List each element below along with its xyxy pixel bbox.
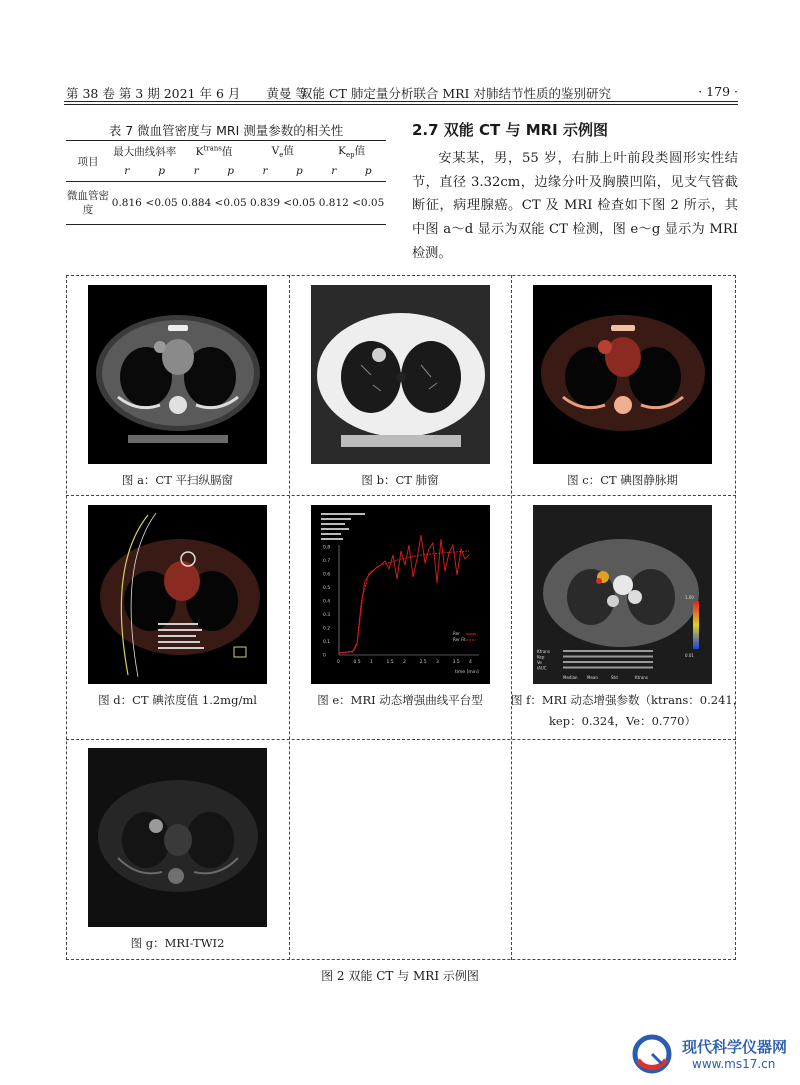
- cell-value: <0.05: [213, 182, 249, 225]
- sub-header-r: r: [124, 165, 130, 177]
- cell-value: 0.816: [110, 182, 144, 225]
- sub-header-p: p: [227, 165, 234, 177]
- header-authors: 黄曼 等: [266, 86, 308, 101]
- param-row-label: Ktrans: [537, 649, 550, 654]
- ct-scan-a: [88, 285, 267, 464]
- y-tick-label: 0.2: [323, 626, 331, 632]
- ct-lung-window-image: [311, 285, 490, 464]
- mri-t2wi-image: [88, 748, 267, 927]
- row-label-microvessel: 微血管密度: [66, 182, 110, 225]
- scale-min-label: 0.01: [685, 653, 694, 658]
- y-tick-label: 0: [323, 653, 326, 659]
- cell-value: 0.839: [248, 182, 281, 225]
- param-footer-label: Std: [611, 675, 618, 680]
- legend-entry: Rer Fit: [453, 637, 466, 642]
- x-tick-label: 2.5: [419, 660, 427, 665]
- running-header-left: [66, 84, 308, 102]
- caption-panel-e: 图 e：MRI 动态增强曲线平台型: [317, 693, 483, 707]
- mri-enhancement-params-image: [533, 505, 712, 684]
- grid-divider: [66, 739, 736, 740]
- fit-curve: [339, 551, 469, 653]
- param-footer-label: Ktrans: [635, 675, 648, 680]
- grid-divider: [511, 275, 512, 960]
- mri-scan-g: [88, 748, 267, 927]
- param-row-values: [563, 650, 653, 652]
- figure-caption: 图 2 双能 CT 与 MRI 示例图: [321, 969, 479, 983]
- journal-volume-issue: 第 38 卷 第 3 期 2021 年 6 月: [66, 86, 241, 101]
- x-tick-label: 1.5: [386, 660, 394, 665]
- header-rule-thin: [64, 104, 738, 105]
- mri-param-map: [533, 505, 712, 684]
- legend-entry: Rer: [453, 631, 460, 636]
- x-tick-label: 0: [337, 660, 340, 665]
- section-body: 安某某，男，55 岁，右肺上叶前段类圆形实性结节，直径 3.32cm，边缘分叶及胸膜凹陷，见支气管截断征，病理腺癌。CT 及 MRI 检查如下图 2 所示，其中图 a～d 显示为双能 CT 检测，图 e～g 显示为 MRI 检测。: [412, 151, 738, 261]
- header-article-title: 双能 CT 肺定量分析联合 MRI 对肺结节性质的鉴别研究: [300, 86, 611, 101]
- enhancement-curve-plot: [311, 505, 490, 684]
- ct-mediastinal-window-image: [88, 285, 267, 464]
- plot-info-text: [321, 513, 365, 540]
- y-tick-label: 0.7: [323, 559, 331, 564]
- col-group-kep: $K_{ep}$值: [317, 141, 386, 162]
- site-url: www.ms17.cn: [692, 1057, 776, 1071]
- y-tick-label: 0.4: [323, 599, 331, 605]
- caption-panel-f-line2: kep：0.324，Ve：0.770）: [548, 714, 697, 728]
- y-tick-labels: [323, 545, 330, 659]
- param-row-values: [563, 656, 653, 658]
- sub-header-p: p: [364, 165, 372, 177]
- header-rule: [64, 101, 738, 102]
- cell-value: <0.05: [144, 182, 180, 225]
- site-logo-icon: [632, 1034, 672, 1074]
- sub-header-p: p: [296, 165, 303, 177]
- table-row-header: 项目: [66, 141, 110, 182]
- param-footer-label: Mean: [587, 675, 598, 680]
- y-tick-label: 0.3: [323, 613, 331, 618]
- cell-value: 0.812: [317, 182, 350, 225]
- ct-iodine-map-image: [533, 285, 712, 464]
- cell-value: 0.884: [180, 182, 213, 225]
- param-footer-label: Median: [563, 675, 578, 680]
- x-tick-label: 2: [403, 660, 406, 665]
- ct-scan-b: [311, 285, 490, 464]
- x-tick-label: 4: [469, 660, 472, 665]
- ct-scan-d: [88, 505, 267, 684]
- x-tick-label: 3.5: [452, 660, 460, 665]
- col-group-ve: $V_e$值: [248, 141, 317, 162]
- correlation-table: [66, 140, 386, 225]
- curve-series: [339, 535, 469, 653]
- grid-divider: [66, 495, 736, 496]
- table-caption: 表 7 微血管密度与 MRI 测量参数的相关性: [108, 123, 344, 138]
- y-tick-label: 0.1: [323, 640, 331, 645]
- sub-header-r: r: [331, 165, 337, 177]
- param-row-values: [563, 661, 653, 663]
- caption-panel-d: 图 d：CT 碘浓度值 1.2mg/ml: [98, 693, 257, 707]
- ct-scan-c: [533, 285, 712, 464]
- cell-value: <0.05: [282, 182, 318, 225]
- x-tick-label: 0.5: [353, 660, 361, 665]
- x-tick-labels: [337, 659, 472, 665]
- y-tick-label: 0.6: [323, 572, 331, 578]
- x-tick-label: 3: [436, 660, 439, 665]
- caption-panel-c: 图 c：CT 碘图静脉期: [567, 473, 678, 487]
- col-group-max-slope: 最大曲线斜率: [110, 141, 180, 162]
- param-row-label: Ve: [537, 660, 542, 665]
- x-tick-label: 1: [370, 660, 373, 665]
- section-title: 2.7 双能 CT 与 MRI 示例图: [412, 121, 608, 139]
- sub-header-p: p: [158, 165, 165, 177]
- page-number: · 179 ·: [698, 84, 738, 99]
- col-group-ktrans: $K^{trans}$值: [180, 141, 249, 162]
- caption-panel-g: 图 g：MRI-TWI2: [130, 936, 225, 950]
- caption-panel-a: 图 a：CT 平扫纵膈窗: [121, 473, 234, 487]
- cell-value: <0.05: [350, 182, 386, 225]
- grid-divider: [289, 275, 290, 960]
- mri-enhancement-curve-image: [311, 505, 490, 684]
- param-row-values: [563, 667, 653, 669]
- sub-header-r: r: [262, 165, 268, 177]
- param-row-label: iAUC: [537, 665, 547, 671]
- y-tick-label: 0.8: [323, 545, 331, 551]
- site-name: 现代科学仪器网: [682, 1038, 788, 1056]
- x-axis-label: time [min]: [455, 670, 479, 675]
- ct-iodine-concentration-image: [88, 505, 267, 684]
- caption-panel-b: 图 b：CT 肺窗: [361, 473, 439, 487]
- y-tick-label: 0.5: [323, 586, 331, 591]
- param-row-label: Kep: [537, 654, 545, 660]
- caption-panel-f: 图 f：MRI 动态增强参数（ktrans：0.241，: [511, 693, 745, 707]
- sub-header-r: r: [193, 165, 199, 177]
- scale-max-label: 1.00: [685, 595, 694, 600]
